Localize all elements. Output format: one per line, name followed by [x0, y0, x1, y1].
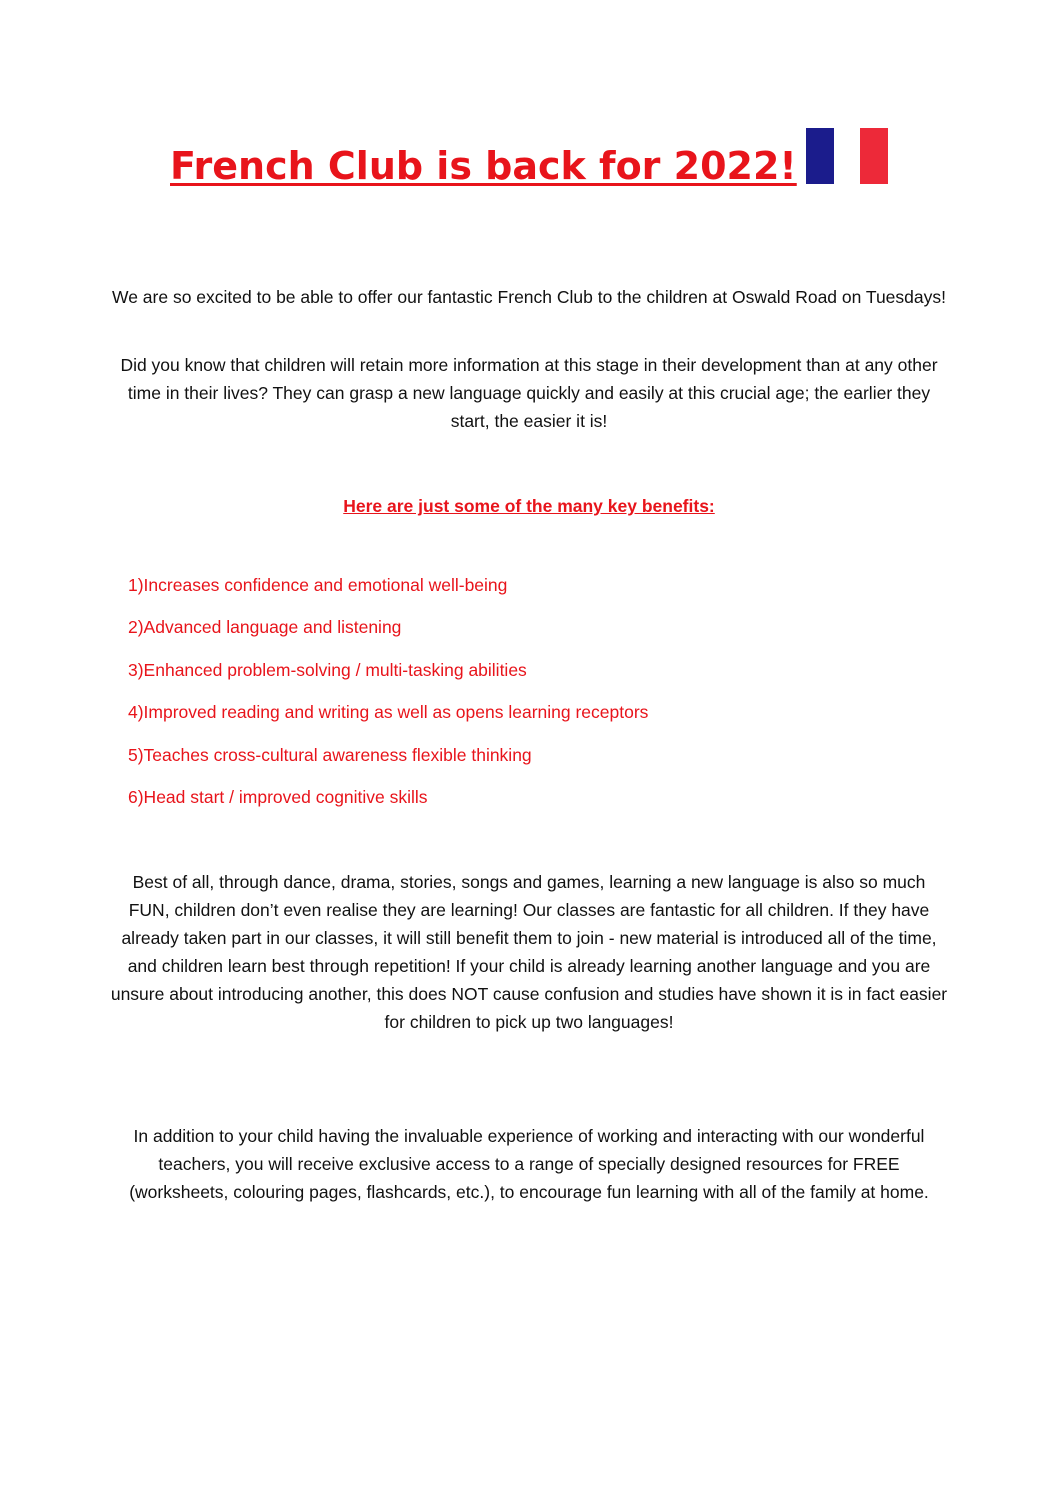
did-you-know-paragraph: Did you know that children will retain more information at this stage in their development than at any other time in their lives? They can grasp a new language quickly and easily at this crucial age; the earlier they start, the easier it is!: [120, 355, 938, 431]
in-addition-paragraph: In addition to your child having the invaluable experience of working and interacting with our wonderful teachers, you will receive exclusive access to a range of specially designed resources for FREE (worksheets, colouring pages, flashcards, etc.), to encourage fun learning with all of the family at home.: [129, 1126, 929, 1202]
list-item: 5)Teaches cross-cultural awareness flexible thinking: [128, 744, 532, 765]
title-row: [0, 126, 1058, 190]
french-flag-icon: [806, 128, 888, 184]
flag-blue-stripe: [806, 128, 834, 184]
benefits-list: [128, 571, 648, 825]
page-title: French Club is back for 2022!: [170, 144, 797, 188]
list-item: 4)Improved reading and writing as well as opens learning receptors: [128, 702, 649, 723]
best-of-all-paragraph: Best of all, through dance, drama, stories, songs and games, learning a new language is also so much FUN, children don’t even realise they are learning! Our classes are fantastic for all children. If they have already taken part in our classes, it will still benefit them to join - new material is introduced all of the time, and children learn best through repetition! If your child is already learning another language and you are unsure about introducing another, this does NOT cause confusion and studies have shown it is in fact easier for children to pick up two languages!: [110, 872, 948, 1032]
list-item: 6)Head start / improved cognitive skills: [128, 786, 428, 807]
list-item: 1)Increases confidence and emotional well-being: [128, 575, 508, 595]
benefits-heading: Here are just some of the many key benefits:: [343, 496, 715, 516]
flag-red-stripe: [860, 128, 888, 184]
list-item: 2)Advanced language and listening: [128, 617, 402, 638]
intro-paragraph: We are so excited to be able to offer our fantastic French Club to the children at Oswald Road on Tuesdays!: [112, 287, 946, 307]
flag-white-stripe: [834, 128, 860, 184]
list-item: 3)Enhanced problem-solving / multi-tasking abilities: [128, 659, 527, 680]
